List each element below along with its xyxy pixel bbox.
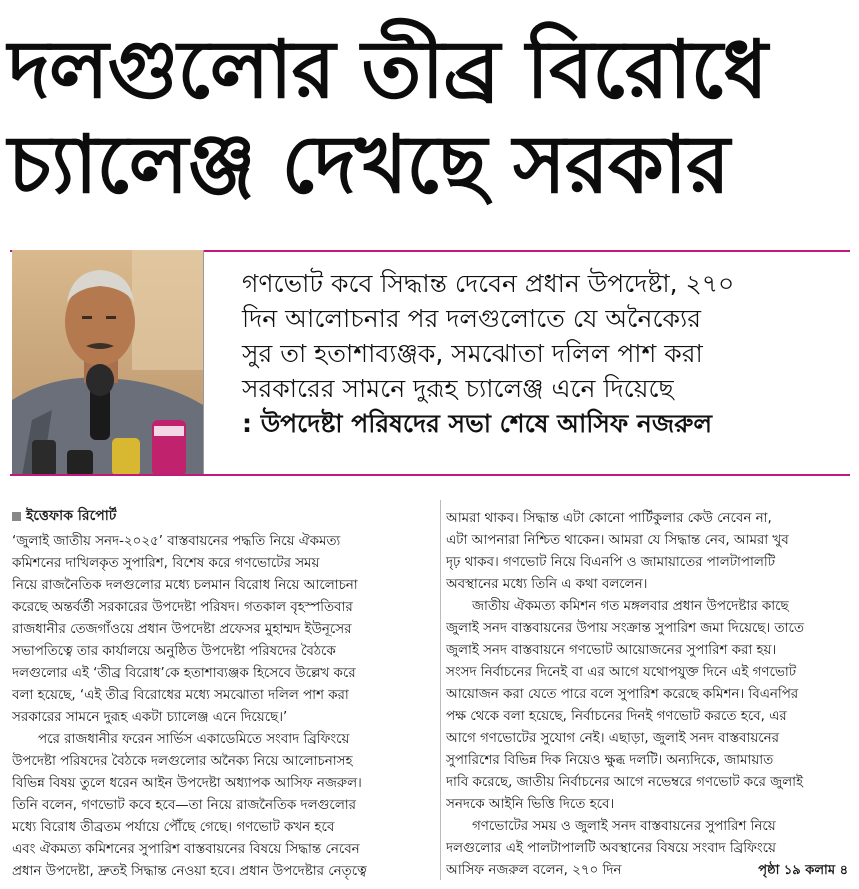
article-line: জুলাই সনদ বাস্তবায়নে গণভোট আয়োজনের সুপারিশ করা হয়। <box>446 643 777 658</box>
byline-text: ইত্তেফাক রিপোর্ট <box>26 508 117 524</box>
headline-line-1: দলগুলোর তীব্র বিরোধে <box>8 23 767 116</box>
article-line: সনদকে আইনি ভিত্তি দিতে হবে। <box>446 797 615 812</box>
article-line-text: আসিফ নজরুল বলেন, ২৭০ দিন <box>446 863 622 878</box>
column-divider <box>440 500 441 880</box>
article-line: দলগুলোর এই ‘তীব্র বিরোধ’কে হতাশাব্যঞ্জক হিসেবে উল্লেখ করে <box>12 666 356 681</box>
article-line: বলা হয়েছে, ‘এই তীব্র বিরোধের মধ্যে সমঝোতা দলিল পাশ করা <box>12 688 349 703</box>
article-line: দলগুলোর এই পালটাপালটি অবস্থানের বিষয়ে সংবাদ ব্রিফিংয়ে <box>446 841 776 856</box>
article-line: নিয়ে রাজনৈতিক দলগুলোর মধ্যে চলমান বিরোধ নিয়ে আলোচনা <box>12 578 358 593</box>
article-line: জাতীয় ঐকমত্য কমিশন গত মঙ্গলবার প্রধান উপদেষ্টার কাছে <box>472 599 789 614</box>
article-line: গণভোটের সময় ও জুলাই সনদ বাস্তবায়নের সুপারিশ নিয়ে <box>472 819 776 834</box>
article-line: দৃঢ় থাকব। গণভোট নিয়ে বিএনপি ও জামায়াতের পালটাপালটি <box>446 555 775 570</box>
article-line: পক্ষ থেকে বলা হয়েছে, নির্বাচনের দিনই গণভোট করতে হবে, এর <box>446 709 787 724</box>
article-line: তিনি বলেন, গণভোট কবে হবে—তা নিয়ে রাজনৈতিক দলগুলোর <box>12 798 357 813</box>
article-line: এটা আপনারা নিশ্চিত থাকেন। আমরা যে সিদ্ধান্ত নেব, আমরা খুব <box>446 533 789 548</box>
article-line: ‘জুলাই জাতীয় সনদ-২০২৫’ বাস্তবায়নের পদ্ধতি নিয়ে ঐকমত্য <box>12 534 341 549</box>
article-line: রাজধানীর তেজগাঁওয়ে প্রধান উপদেষ্টা প্রফেসর মুহাম্মদ ইউনূসের <box>12 622 352 637</box>
article-line: জুলাই সনদ বাস্তবায়নের উপায় সংক্রান্ত সুপারিশ জমা দিয়েছে। তাতে <box>446 621 804 636</box>
speaker-photo <box>12 250 204 476</box>
summary-line: সরকারের সামনে দুরূহ চ্যালেঞ্জ এনে দিয়েছে <box>242 374 674 403</box>
headline-line-2: চ্যালেঞ্জ দেখছে সরকার <box>8 118 730 211</box>
byline <box>12 504 116 528</box>
summary-line: গণভোট কবে সিদ্ধান্ত দেবেন প্রধান উপদেষ্টা, ২৭০ <box>242 269 735 298</box>
article-line: উপদেষ্টা পরিষদের বৈঠকে দলগুলোর অনৈক্য নিয়ে আলোচনাসহ <box>12 754 353 769</box>
article-line: মধ্যে বিরোধ তীব্রতম পর্যায়ে পৌঁছে গেছে। গণভোট কখন হবে <box>12 820 335 835</box>
feature-box <box>10 250 850 476</box>
summary-attribution: : উপদেষ্টা পরিষদের সভা শেষে আসিফ নজরুল <box>242 409 713 438</box>
article-line: পরে রাজধানীর ফরেন সার্ভিস একাডেমিতে সংবাদ ব্রিফিংয়ে <box>38 732 350 747</box>
summary-line: দিন আলোচনার পর দলগুলোতে যে অনৈক্যের <box>242 304 701 333</box>
page-reference: পৃষ্ঠা ১৯ কলাম ৪ <box>758 863 848 878</box>
article-line: দাবি করেছে, জাতীয় নির্বাচনের আগে নভেম্বরে গণভোট করে জুলাই <box>446 775 803 790</box>
article-line: সংসদ নির্বাচনের দিনেই বা এর আগে যথোপযুক্ত দিনে এই গণভোট <box>446 665 797 680</box>
summary-line: সুর তা হতাশাব্যঞ্জক, সমঝোতা দলিল পাশ করা <box>242 339 703 368</box>
article-column-2 <box>446 508 848 882</box>
article-line: আগে গণভোটের সুযোগ নেই। এছাড়া, জুলাই সনদ বাস্তবায়নের <box>446 731 780 746</box>
article-line: এবং ঐকমত্য কমিশনের সুপারিশ বাস্তবায়নের বিষয়ে সিদ্ধান্ত নেবেন <box>12 842 360 857</box>
article-line: অবস্থানের মধ্যে তিনি এ কথা বললেন। <box>446 577 648 592</box>
article-line: আমরা থাকব। সিদ্ধান্ত এটা কোনো পার্টিকুলার কেউ নেবেন না, <box>446 511 772 526</box>
article-column-1 <box>12 531 435 883</box>
article-line: সুপারিশের বিভিন্ন দিক নিয়েও ক্ষুব্ধ দলটি। অন্যদিকে, জামায়াত <box>446 753 774 768</box>
summary-text <box>242 266 847 441</box>
feature-bottom-rule <box>10 474 850 476</box>
article-line: করেছে অন্তর্বর্তী সরকারের উপদেষ্টা পরিষদ। গতকাল বৃহস্পতিবার <box>12 600 353 615</box>
article-last-line <box>446 860 848 882</box>
article-line: সভাপতিত্বে তার কার্যালয়ে অনুষ্ঠিত উপদেষ্টা পরিষদের বৈঠকে <box>12 644 336 659</box>
article-line: কমিশনের দাখিলকৃত সুপারিশ, বিশেষ করে গণভোটের সময় <box>12 556 320 571</box>
article-line: বিভিন্ন বিষয় তুলে ধরেন আইন উপদেষ্টা অধ্যাপক আসিফ নজরুল। <box>12 776 362 791</box>
article-line: আয়োজন করা যেতে পারে বলে সুপারিশ করেছে কমিশন। বিএনপির <box>446 687 799 702</box>
byline-square-icon <box>12 512 21 521</box>
article-line: প্রধান উপদেষ্টা, দ্রুতই সিদ্ধান্ত নেওয়া হবে। প্রধান উপদেষ্টার নেতৃত্বে <box>12 864 367 879</box>
article-line: সরকারের সামনে দুরূহ একটা চ্যালেঞ্জ এনে দিয়েছে।’ <box>12 710 288 725</box>
